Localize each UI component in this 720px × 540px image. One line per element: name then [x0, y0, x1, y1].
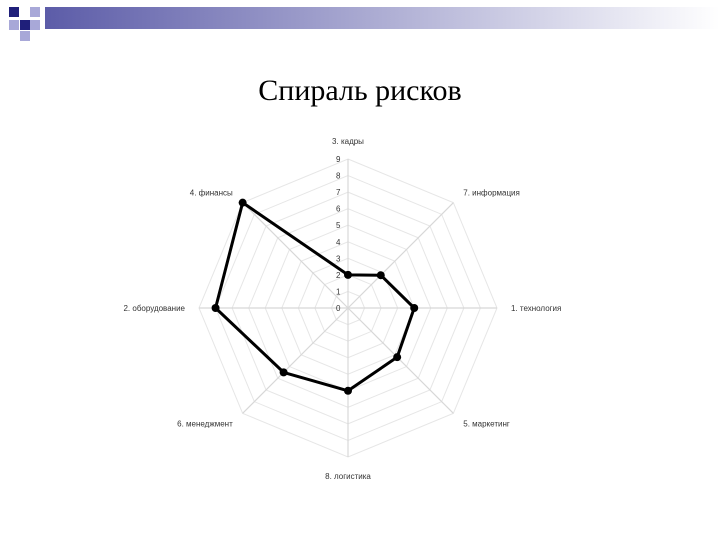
radar-tick-label: 8 [336, 171, 341, 181]
radar-data-point [212, 304, 220, 312]
radar-data-point [344, 271, 352, 279]
radar-tick-label: 5 [336, 221, 341, 231]
page-title: Спираль рисков [258, 74, 462, 107]
radar-axis-label: 5. маркетинг [463, 419, 510, 429]
radar-tick-label: 1 [336, 287, 341, 297]
radar-axis-labels [123, 137, 561, 481]
radar-spoke [243, 203, 348, 308]
radar-tick-label: 9 [336, 155, 341, 164]
radar-series-line [216, 203, 415, 391]
radar-tick-label: 7 [336, 188, 341, 198]
radar-spoke [243, 308, 348, 413]
radar-axis-label: 3. кадры [332, 137, 364, 146]
radar-axis-label: 6. менеджмент [177, 419, 233, 429]
radar-spoke [348, 203, 453, 308]
radar-axis-label: 1. технология [511, 304, 562, 313]
radar-axis-label: 7. информация [463, 188, 520, 198]
radar-data-point [239, 199, 247, 207]
radar-tick-label: 2 [336, 270, 341, 280]
radar-axis-label: 2. оборудование [123, 304, 185, 313]
radar-tick-label: 3 [336, 254, 341, 264]
radar-ticks [336, 155, 341, 313]
radar-data-point [393, 353, 401, 361]
radar-tick-label: 4 [336, 237, 341, 247]
radar-data-point [410, 304, 418, 312]
radar-data-point [377, 271, 385, 279]
radar-axis-label: 4. финансы [189, 188, 233, 198]
radar-data-point [344, 387, 352, 395]
radar-spoke [348, 308, 453, 413]
radar-tick-label: 6 [336, 204, 341, 214]
radar-axis-label: 8. логистика [325, 472, 371, 481]
radar-tick-label: 0 [336, 304, 341, 313]
radar-data-point [280, 368, 288, 376]
radar-series [212, 199, 419, 395]
